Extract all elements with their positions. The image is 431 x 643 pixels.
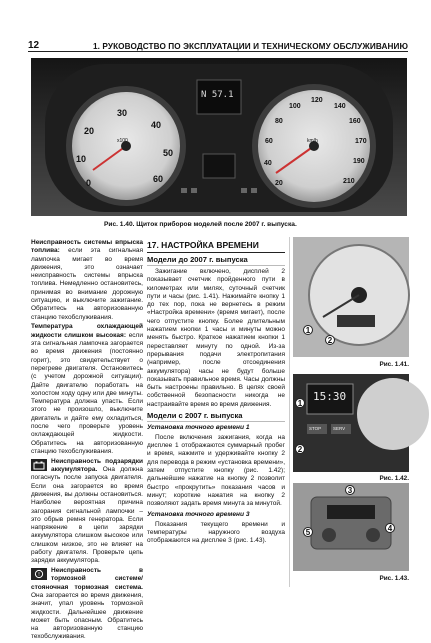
- text: Она должна погаснуть после запуска двигателя. Если она загорается во время движения, вы должны остановиться. Наиболее вероятная причина загорания сигнальной лампочки – это обрыв ремня генератора. Если напряжение в цепи зарядки аккумулятора слишком высокое или слишком низкое, это не влияет на работу двигателя. Проверьте цепь зарядки аккумулятора.: [31, 466, 143, 565]
- speed-label: 210: [343, 178, 355, 185]
- callout-1: 1: [303, 325, 313, 335]
- speed-label: 100: [289, 103, 301, 110]
- callout-1: 1: [295, 398, 305, 408]
- speed-label: 140: [334, 103, 346, 110]
- dashboard-display-illustration: [293, 374, 409, 472]
- paragraph: После включения зажигания, когда на дисплее 1 отображаются суммарный пробег и время, нажмите и удерживайте кнопку 2 для перевода в режим «установка времени», затем отпустите кнопку (рис. 1.42); дальнейшие нажатие на кнопку 2 позволит быстро «прокрутить» показания часов и минут; короткие нажатия на кнопку 2 позволяют задать время минута за минутой.: [147, 433, 285, 508]
- tach-label: 40: [151, 120, 162, 130]
- paragraph: [31, 567, 143, 642]
- speed-label: 170: [355, 138, 367, 145]
- speed-unit: km/h: [307, 138, 318, 144]
- figure-caption: Рис. 1.41.: [379, 361, 409, 368]
- serv-button-label: SERV: [333, 426, 346, 431]
- tach-unit: x100: [117, 138, 128, 144]
- brake-warning-icon: [31, 568, 47, 580]
- tach-label: 60: [153, 174, 164, 184]
- tach-label: 30: [117, 108, 128, 118]
- odometer-illustration: [293, 237, 409, 357]
- subsection-title: Модели с 2007 г. выпуска: [147, 411, 285, 422]
- paragraph: Зажигание включено, дисплей 2 показывает счетчик пройденного пути в километрах или милях, суточный счетчик пути и часы (рис. 1.41). Нажимайте кнопку 1 до тех пор, пока не вернетесь в режим «Настройка времени» (время мигает), после чего отпустите кнопку. Более длительным нажатием кнопки 1 часы и минуты можно менять быстро. Краткое нажатием кнопки 1 переставляет минуту по одной. Из-за прерывания подачи электропитания (например, после отсоединения аккумулятора) часы не будут больше показывать правильное время. Часы должны быть настроены правильно. В целях своей собственной безопасности никогда не настраивайте время во время движения.: [147, 268, 285, 408]
- callout-4: 4: [385, 523, 395, 533]
- figure-1-42-photo: [293, 374, 409, 472]
- subheading: Установка точного времени 3: [147, 510, 250, 518]
- subheading: Установка точного времени 1: [147, 423, 250, 431]
- paragraph: Показания текущего времени и температуры наружного воздуха отображаются на дисплее 3 (рис. 1.43).: [147, 520, 285, 545]
- figure-1-43-photo: [293, 483, 409, 571]
- speed-label: 80: [275, 118, 283, 125]
- instrument-cluster-illustration: [31, 58, 407, 216]
- speed-label: 20: [275, 180, 283, 187]
- speed-label: 60: [265, 138, 273, 145]
- clock-display: 15:30: [313, 390, 347, 403]
- term: Неисправность подзарядки аккумулятора.: [51, 457, 143, 474]
- term: Неисправность системы впрыска топлива:: [31, 239, 143, 255]
- callout-5: 5: [303, 527, 313, 537]
- svg-text:!: !: [37, 572, 41, 579]
- tach-label: 10: [76, 154, 87, 164]
- tach-label: 0: [86, 178, 92, 188]
- instrument-cluster-photo: [31, 58, 407, 216]
- middle-column: [147, 239, 285, 547]
- speed-label: 190: [353, 158, 365, 165]
- chapter-title: 1. РУКОВОДСТВО ПО ЭКСПЛУАТАЦИИ И ТЕХНИЧЕСКОМУ ОБСЛУЖИВАНИЮ: [93, 42, 408, 51]
- figure-1-41-photo: [293, 237, 409, 357]
- subsection-title: Модели до 2007 г. выпуска: [147, 255, 285, 266]
- paragraph: [31, 323, 143, 456]
- paragraph: [31, 239, 143, 322]
- gear-display: N 57.1: [201, 90, 234, 100]
- callout-3: 3: [345, 485, 355, 495]
- speed-label: 120: [311, 97, 323, 104]
- speed-label: 40: [264, 160, 272, 167]
- callout-2: 2: [325, 335, 335, 345]
- section-title: 17. НАСТРОЙКА ВРЕМЕНИ: [147, 239, 285, 253]
- text: если эта сигнальная лампочка загорается во время движения (постоянно горит), это свидетельствует о перегреве двигателя. Остановитесь (с учетом дорожной ситуации). Дайте двигателю поработать на холостом ходу одну или две минуты. Температура должна упасть. Если этого не произошло, выключите двигатель и дайте ему охладиться, после чего проверьте уровень охлаждающей жидкости. Обратитесь на авторизованную станцию техобслуживания.: [31, 331, 143, 455]
- figure-caption: Рис. 1.42.: [379, 475, 409, 482]
- text: Она загорается во время движения, значит, упал уровень тормозной жидкости. Дальнейшее движение может быть опасным. Обратитесь на авторизованную станцию техобслуживания.: [31, 591, 143, 641]
- figure-caption: Рис. 1.40. Щиток приборов моделей после 2007 г. выпуска.: [104, 221, 297, 228]
- page-header: [28, 38, 408, 52]
- speed-label: 160: [349, 118, 361, 125]
- column-divider: [289, 237, 290, 587]
- left-column: [31, 239, 143, 643]
- text: если эта сигнальная лампочка мигает во время движения, это означает неисправность системы впрыска топлива. Немедленно остановитесь, принимая во внимание дорожную ситуацию, и выключите зажигание. Обратитесь на авторизованную станцию техобслуживания.: [31, 247, 143, 321]
- term: Неисправность в тормозной системе/стояночная тормозная система.: [31, 567, 143, 591]
- paragraph: [31, 458, 143, 566]
- callout-2: 2: [295, 444, 305, 454]
- tach-label: 20: [84, 126, 95, 136]
- figure-caption: Рис. 1.43.: [379, 575, 409, 582]
- battery-icon: [31, 459, 47, 471]
- tach-label: 50: [163, 148, 174, 158]
- term: Температура охлаждающей жидкости слишком высокая:: [31, 323, 143, 339]
- page-number: 12: [28, 40, 40, 51]
- stop-button-label: STOP: [309, 426, 322, 431]
